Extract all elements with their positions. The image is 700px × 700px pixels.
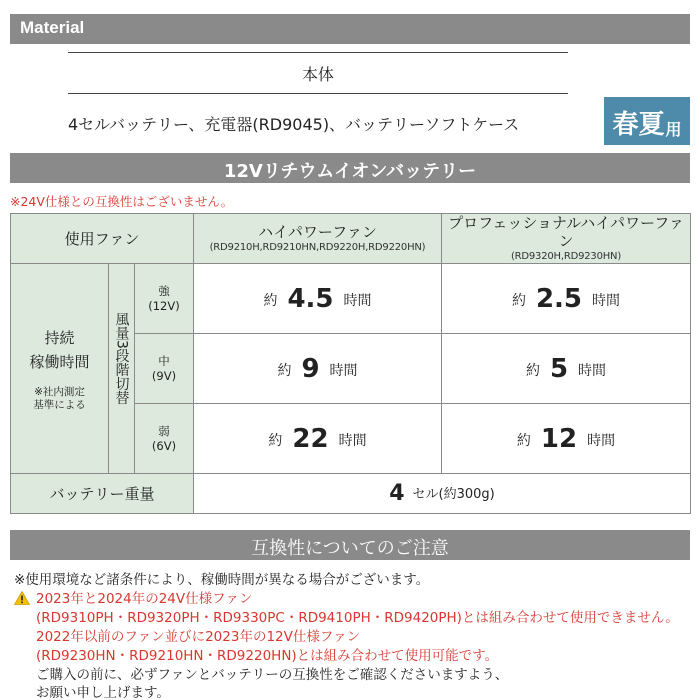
hours-unit: 時間 <box>343 292 372 309</box>
level-name: 弱 <box>158 423 170 438</box>
hours-unit: 時間 <box>578 362 607 379</box>
level-voltage: (12V) <box>148 298 180 313</box>
level-voltage: (6V) <box>151 438 177 453</box>
fan-column-highpower <box>194 214 442 264</box>
hours-unit: 時間 <box>592 292 621 309</box>
cell-count: 4 <box>389 481 405 506</box>
weight-value-cell <box>194 474 691 514</box>
season-badge <box>604 97 690 145</box>
divider <box>68 52 568 53</box>
hours-unit: 時間 <box>329 362 358 379</box>
runtime-disclaimer: ※使用環境など諸条件により、稼働時間が異なる場合がございます。 <box>14 572 430 588</box>
runtime-value <box>442 334 691 404</box>
table-header-row <box>11 214 691 264</box>
closing-request: お願い申し上げます。 <box>36 685 170 700</box>
approx-label: 約 <box>268 432 283 449</box>
compatible-models: (RD9230HN・RD9210HN・RD9220HN)とは組み合わせて使用可能です。 <box>36 648 499 664</box>
runtime-number: 22 <box>292 423 329 454</box>
fan-models: (RD9210H,RD9210HN,RD9220H,RD9220HN) <box>209 242 426 253</box>
hours-unit: 時間 <box>587 432 616 449</box>
level-cell-strong <box>135 264 194 334</box>
runtime-number: 9 <box>301 353 320 384</box>
season-badge-main: 春夏 <box>612 110 665 140</box>
divider <box>68 93 568 94</box>
level-name: 中 <box>158 353 170 368</box>
runtime-value <box>442 264 691 334</box>
fan-name: プロフェッショナルハイパワーファン <box>448 214 684 250</box>
approx-label: 約 <box>525 362 540 379</box>
confirmation-request: ご購入の前に、必ずファンとバッテリーの互換性をご確認くださいますよう、 <box>36 667 509 683</box>
compatibility-header <box>10 530 690 560</box>
main-unit-label: 本体 <box>301 65 334 84</box>
battery-header <box>10 153 690 183</box>
fan-models: (RD9320H,RD9230HN) <box>510 251 622 262</box>
runtime-value <box>194 334 442 404</box>
weight-unit: セル(約300g) <box>412 487 495 502</box>
compatibility-warning-24v: ※24V仕様との互換性はございません。 <box>10 194 234 209</box>
approx-label: 約 <box>277 362 292 379</box>
runtime-value <box>194 404 442 474</box>
airflow-switch-cell <box>109 264 135 474</box>
fan-column-professional <box>442 214 691 264</box>
runtime-number: 12 <box>540 423 578 454</box>
table-row <box>11 264 691 334</box>
runtime-value <box>194 264 442 334</box>
approx-label: 約 <box>263 292 278 309</box>
fan-header-cell: 使用ファン <box>11 214 194 264</box>
runtime-label: 稼働時間 <box>29 352 90 371</box>
battery-spec-table <box>10 213 691 514</box>
continuous-runtime-cell <box>11 264 109 474</box>
approx-label: 約 <box>511 292 526 309</box>
warning-line: 2023年と2024年の24V仕様ファン <box>36 591 253 607</box>
hours-unit: 時間 <box>338 432 367 449</box>
level-cell-weak <box>135 404 194 474</box>
level-voltage: (9V) <box>151 368 177 383</box>
continuous-label: 持続 <box>44 328 75 347</box>
warning-icon <box>14 591 30 609</box>
package-contents: 4セルバッテリー、充電器(RD9045)、バッテリーソフトケース <box>68 115 520 134</box>
weight-row <box>11 474 691 514</box>
runtime-number: 5 <box>549 353 569 384</box>
level-name: 強 <box>158 283 170 298</box>
approx-label: 約 <box>516 432 531 449</box>
incompatible-models: (RD9310PH・RD9320PH・RD9330PC・RD9410PH・RD9420PH)とは組み合わせて使用できません。 <box>36 610 679 626</box>
measurement-note-line: ※社内測定 <box>34 385 85 398</box>
material-header <box>10 14 690 44</box>
fan-name: ハイパワーファン <box>258 223 377 241</box>
battery-title: 12Vリチウムイオンバッテリー <box>223 161 477 182</box>
airflow-label: 風量3段階切替 <box>113 312 130 405</box>
compatibility-title: 互換性についてのご注意 <box>251 538 449 559</box>
season-badge-suffix: 用 <box>665 120 682 139</box>
measurement-note <box>11 386 108 412</box>
runtime-value <box>442 404 691 474</box>
material-title: Material <box>20 18 85 37</box>
weight-label-cell: バッテリー重量 <box>11 474 194 514</box>
compatible-fans-note: 2022年以前のファン並びに2023年の12V仕様ファン <box>36 629 361 645</box>
level-cell-medium <box>135 334 194 404</box>
measurement-note-line: 基準による <box>33 398 86 411</box>
runtime-number: 4.5 <box>287 283 334 314</box>
runtime-number: 2.5 <box>535 283 583 314</box>
